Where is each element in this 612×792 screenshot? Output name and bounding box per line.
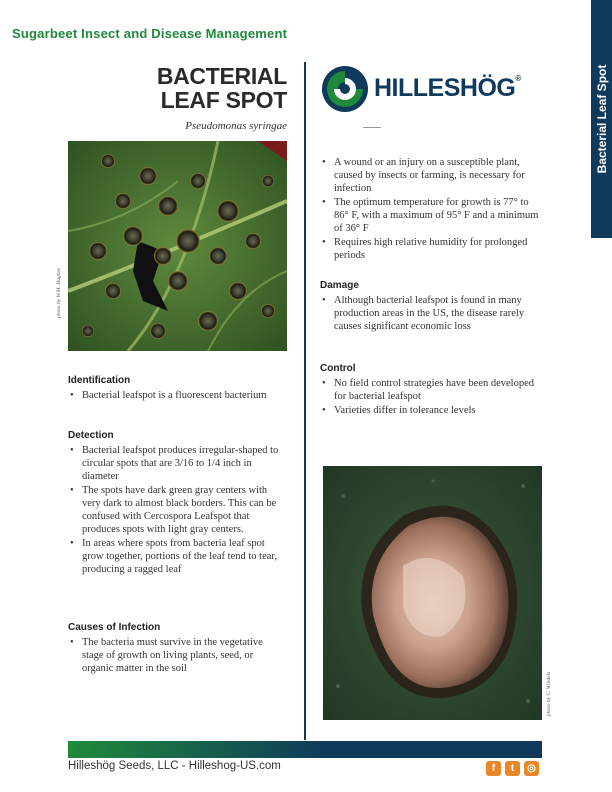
- list-item: • No field control strategies have been developed for bacterial leafspot: [320, 377, 540, 403]
- list-item: • Although bacterial leafspot is found in many production areas in the US, the disease rarely causes significant economic loss: [320, 294, 540, 333]
- control-section: [320, 363, 540, 418]
- list-item: • The optimum temperature for growth is 77° to 86° F, with a maximum of 95° F and a minimum of 36° F: [320, 196, 540, 235]
- causes-section: [68, 622, 283, 676]
- side-tab: [591, 0, 612, 238]
- series-title: Sugarbeet Insect and Disease Management: [12, 26, 288, 41]
- column-divider: [304, 62, 306, 740]
- damage-section: [320, 280, 540, 334]
- logo-underline: [363, 127, 381, 128]
- list-item: • Requires high relative humidity for prolonged periods: [320, 236, 540, 262]
- detection-list: [68, 444, 283, 576]
- footer-bar: [68, 741, 542, 758]
- damage-list: [320, 294, 540, 333]
- photo-credit-top: photo by W.M. Hughes: [56, 267, 62, 318]
- list-item: • Bacterial leafspot is a fluorescent bacterium: [68, 389, 283, 402]
- leaf-spots-photo: [68, 141, 287, 351]
- twitter-icon[interactable]: t: [505, 761, 520, 776]
- list-item: • Varieties differ in tolerance levels: [320, 404, 540, 417]
- title-line-2: LEAF SPOT: [160, 87, 287, 113]
- list-item: • In areas where spots from bacteria leaf spot grow together, portions of the leaf tend to tear, producing a ragged leaf: [68, 537, 283, 576]
- identification-heading: Identification: [68, 375, 131, 386]
- side-tab-label: Bacterial Leaf Spot: [594, 64, 609, 174]
- footer-website[interactable]: Hilleshög Seeds, LLC - Hilleshog-US.com: [68, 760, 281, 772]
- logo-wordmark: HILLESHÖG®: [374, 74, 521, 102]
- photo-credit-bottom: photo by C. Windels: [546, 671, 552, 716]
- lesion-closeup-photo: [323, 466, 542, 720]
- hilleshog-logo: [320, 62, 545, 116]
- list-item: • The bacteria must survive in the vegetative stage of growth on living plants, seed, or organic matter in the soil: [68, 636, 283, 675]
- identification-list: [68, 389, 283, 402]
- control-list: [320, 377, 540, 417]
- list-item: • Bacterial leafspot produces irregular-shaped to circular spots that are 3/16 to 1/4 inch in diameter: [68, 444, 283, 483]
- hilleshog-swirl-logo-icon: [320, 64, 370, 114]
- damage-heading: Damage: [320, 280, 359, 291]
- page-title: [130, 64, 287, 112]
- identification-section: [68, 375, 283, 403]
- facebook-icon[interactable]: f: [486, 761, 501, 776]
- causes-continued-section: [320, 156, 540, 263]
- causes-list-left: [68, 636, 283, 675]
- causes-list-right: [320, 156, 540, 262]
- causes-heading: Causes of Infection: [68, 622, 161, 633]
- control-heading: Control: [320, 363, 356, 374]
- title-line-1: BACTERIAL: [156, 63, 287, 89]
- detection-section: [68, 430, 283, 577]
- list-item: • The spots have dark green gray centers with very dark to almost black borders. This can be confused with Cercospora Leafspot that produces spots with light gray centers.: [68, 484, 283, 536]
- detection-heading: Detection: [68, 430, 114, 441]
- instagram-icon[interactable]: ◎: [524, 761, 539, 776]
- scientific-name: Pseudomonas syringae: [185, 120, 287, 132]
- list-item: • A wound or an injury on a susceptible plant, caused by insects or farming, is necessary for infection: [320, 156, 540, 195]
